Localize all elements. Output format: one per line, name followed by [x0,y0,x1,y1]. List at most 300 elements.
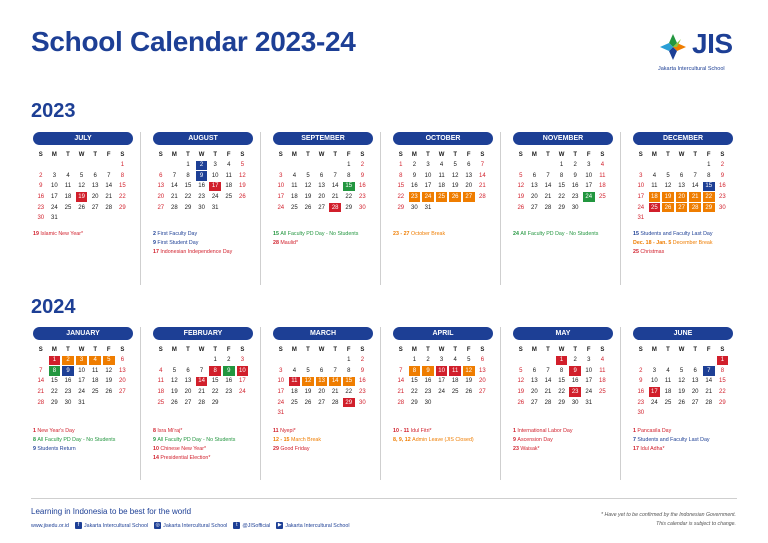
day-cell: 1 [707,162,711,169]
day-cell: 11 [157,378,164,385]
day-cell: 27 [184,399,192,406]
month-june [633,327,733,419]
page-title: School Calendar 2023-24 [31,26,356,57]
day-cell: 9 [360,367,365,374]
day-cell: 25 [436,192,448,201]
day-cell: 26 [239,194,246,201]
note-date: 14 [153,455,161,461]
day-cell: 16 [411,183,418,190]
day-cell: 22 [411,389,418,396]
note-date: 1 [633,428,638,434]
footer-disclaimer [601,511,736,529]
note-text: Students and Faculty Last Day [637,437,710,443]
day-cell: 4 [600,162,605,169]
weekday-label: M [51,346,57,353]
weekday-label: W [438,346,445,353]
note-date: 8, 9, 12 [393,437,413,443]
empty-cell [89,161,101,170]
month-notes [153,427,271,463]
weekday-label: W [558,346,565,353]
weekday-label: T [426,151,430,158]
weekday-label: S [398,151,403,158]
day-cell: 2 [426,357,430,364]
twitter-icon: t [233,522,240,529]
weekday-label: W [438,151,445,158]
note-item [153,427,271,436]
weekday-label: W [78,346,85,353]
month-october [393,132,493,214]
weekday-label: F [466,151,471,158]
facebook-link[interactable] [75,522,148,529]
day-cell: 3 [587,357,591,364]
twitter-link[interactable] [233,522,270,529]
day-cell: 25 [225,194,233,201]
weekday-label: F [586,151,591,158]
day-cell: 16 [359,183,366,190]
empty-cell [649,356,661,365]
day-cell: 17 [649,387,661,396]
day-cell: 14 [196,377,208,386]
day-cell: 16 [37,194,45,201]
note-item [513,427,631,436]
weekday-label: T [573,346,577,353]
day-cell: 30 [719,204,726,211]
day-cell: 9 [360,172,365,179]
day-cell: 21 [544,389,552,396]
day-cell: 10 [277,378,285,385]
day-cell: 29 [184,204,192,211]
day-cell: 21 [331,194,339,201]
note-date: 9 [513,437,518,443]
note-text: Idul Fitri* [410,428,432,434]
day-cell: 9 [639,378,643,385]
day-cell: 20 [119,378,126,385]
weekday-label: T [213,151,217,158]
day-cell: 16 [719,183,726,190]
day-cell: 11 [291,183,298,190]
youtube-icon: ▶ [277,522,282,528]
empty-cell [529,161,541,170]
year-heading-2023: 2023 [31,100,76,122]
day-cell: 2 [360,162,365,169]
month-header: APRIL [393,327,493,340]
day-cell: 9 [39,183,43,190]
note-item [273,445,391,454]
day-cell: 7 [107,172,111,179]
month-january [33,327,133,409]
day-cell: 23 [37,204,45,211]
day-cell: 19 [76,192,88,201]
day-cell: 29 [345,204,353,211]
day-cell: 28 [37,399,45,406]
day-cell: 21 [105,194,113,201]
note-text: Pancasila Day [637,428,672,434]
weekday-label: F [346,151,351,158]
day-cell: 29 [119,204,126,211]
day-cell: 22 [119,194,126,201]
day-cell: 5 [79,172,84,179]
note-item [633,230,751,239]
month-grid [153,150,253,214]
empty-cell [289,356,301,365]
day-cell: 31 [51,215,58,222]
day-cell: 21 [198,389,205,396]
weekday-label: F [706,346,711,353]
empty-cell [676,356,688,365]
day-cell: 26 [465,389,473,396]
weekday-label: W [678,151,685,158]
empty-cell [35,356,47,365]
note-item [393,427,511,436]
day-cell: 10 [424,172,432,179]
day-cell: 2 [639,367,643,374]
month-grid [273,150,373,214]
day-cell: 9 [223,366,235,375]
day-cell: 20 [531,389,538,396]
day-cell: 15 [703,182,715,191]
day-cell: 16 [198,183,205,190]
day-cell: 12 [105,367,113,374]
weekday-label: M [531,151,537,158]
note-item [513,445,631,454]
day-cell: 21 [689,192,701,201]
empty-cell [662,161,674,170]
day-cell: 10 [637,183,645,190]
day-cell: 6 [467,162,471,169]
logo-emblem-icon [658,32,688,62]
day-cell: 11 [289,377,301,386]
weekday-label: S [638,346,643,353]
day-cell: 13 [678,183,685,190]
day-cell: 22 [211,389,219,396]
note-text: Presidential Election* [160,455,211,461]
day-cell: 20 [91,194,99,201]
weekday-label: W [318,151,325,158]
day-cell: 4 [292,367,297,374]
day-cell: 29 [343,398,355,407]
note-date: 25 [633,249,641,255]
month-header: JANUARY [33,327,133,340]
weekday-label: S [38,346,43,353]
day-cell: 8 [707,172,711,179]
day-cell: 19 [678,389,685,396]
note-date: 9 [33,446,38,452]
day-cell: 8 [347,172,351,179]
day-cell: 13 [184,378,192,385]
day-cell: 19 [304,389,312,396]
weekday-label: S [600,151,605,158]
day-cell: 10 [585,172,593,179]
day-cell: 8 [120,172,125,179]
day-cell: 4 [292,172,297,179]
day-cell: 24 [637,204,645,211]
note-item [153,248,271,257]
day-cell: 8 [186,172,190,179]
day-cell: 22 [184,194,192,201]
day-cell: 5 [103,356,115,365]
footer-tagline: Learning in Indonesia to be best for the world [31,507,192,516]
day-cell: 13 [318,183,325,190]
day-cell: 21 [37,389,45,396]
day-cell: 12 [171,378,178,385]
day-cell: 15 [411,378,418,385]
note-date: 24 [513,231,521,237]
day-cell: 17 [637,194,645,201]
empty-cell [155,356,167,365]
day-cell: 3 [279,367,283,374]
day-cell: 13 [531,378,538,385]
day-cell: 5 [306,367,310,374]
weekday-label: M [651,346,657,353]
day-cell: 10 [585,367,593,374]
day-cell: 9 [62,366,74,375]
day-cell: 25 [451,389,459,396]
weekday-label: S [360,346,365,353]
empty-cell [329,356,341,365]
month-grid [33,150,133,224]
day-cell: 6 [159,172,163,179]
day-cell: 23 [359,389,366,396]
day-cell: 13 [479,367,486,374]
day-cell: 6 [679,172,684,179]
weekday-label: T [693,151,697,158]
day-cell: 1 [120,162,125,169]
weekday-label: S [120,151,125,158]
month-header: MAY [513,327,613,340]
empty-cell [103,161,115,170]
column-divider [140,327,141,480]
facebook-label: Jakarta Intercultural School [83,522,149,529]
day-cell: 30 [571,204,579,211]
month-notes [513,230,631,239]
empty-cell [329,161,341,170]
month-grid [393,150,493,214]
day-cell: 7 [546,367,550,374]
note-text: Ascension Day [517,437,553,443]
day-cell: 22 [397,194,405,201]
month-september [273,132,373,214]
day-cell: 4 [666,367,670,374]
day-cell: 26 [304,204,312,211]
day-cell: 31 [211,204,219,211]
instagram-icon: ◎ [155,522,160,528]
note-date: 23 - 27 [393,231,411,237]
day-cell: 19 [517,194,525,201]
weekday-label: S [158,151,163,158]
day-cell: 17 [585,378,593,385]
day-cell: 27 [318,399,325,406]
weekday-label: S [38,151,43,158]
day-cell: 2 [720,162,725,169]
day-cell: 5 [306,172,310,179]
month-may [513,327,613,409]
day-cell: 14 [37,378,45,385]
day-cell: 3 [426,162,430,169]
day-cell: 30 [37,215,45,222]
day-cell: 7 [333,172,337,179]
note-date: 9 [153,240,158,246]
day-cell: 7 [172,172,177,179]
weekday-label: M [171,346,177,353]
empty-cell [515,161,527,170]
weekday-label: T [666,346,670,353]
day-cell: 18 [291,194,298,201]
empty-cell [635,161,647,170]
day-cell: 21 [544,194,552,201]
day-cell: 15 [119,183,126,190]
day-cell: 19 [171,389,178,396]
day-cell: 10 [436,366,448,375]
weekday-label: T [453,346,457,353]
day-cell: 20 [318,194,325,201]
day-cell: 5 [666,172,670,179]
day-cell: 9 [196,171,208,180]
note-date: 7 [633,437,638,443]
weekday-label: T [333,346,337,353]
month-notes [393,427,511,445]
day-cell: 16 [225,378,233,385]
note-date: 10 [153,446,161,452]
note-item [633,427,751,436]
day-cell: 13 [531,183,538,190]
day-cell: 4 [66,172,70,179]
day-cell: 1 [347,162,351,169]
day-cell: 9 [569,366,581,375]
month-notes [153,230,271,257]
day-cell: 22 [703,192,715,201]
day-cell: 17 [424,183,432,190]
weekday-label: T [306,346,310,353]
note-item [633,445,751,454]
day-cell: 13 [691,378,699,385]
day-cell: 16 [637,389,645,396]
day-cell: 29 [558,204,565,211]
day-cell: 21 [479,183,486,190]
month-november [513,132,613,214]
day-cell: 2 [39,172,43,179]
day-cell: 16 [571,183,579,190]
note-date: 19 [33,231,41,237]
day-cell: 14 [171,183,178,190]
day-cell: 20 [157,194,165,201]
day-cell: 8 [347,367,351,374]
note-text: Idul Adha* [640,446,665,452]
day-cell: 9 [573,172,577,179]
website-link[interactable]: www.jisedu.or.id [31,522,69,529]
weekday-label: S [240,346,245,353]
note-item [513,436,631,445]
note-text: Christmas [640,249,665,255]
day-cell: 14 [691,183,699,190]
month-notes [273,230,391,248]
month-grid [393,345,493,409]
youtube-link[interactable] [276,522,349,529]
note-text: All Faculty PD Day - No Students [157,437,236,443]
day-cell: 9 [720,172,725,179]
weekday-label: W [78,151,85,158]
month-august [153,132,253,214]
day-cell: 28 [544,204,552,211]
day-cell: 8 [49,366,61,375]
day-cell: 20 [184,389,192,396]
note-item [33,230,151,239]
day-cell: 1 [399,162,403,169]
day-cell: 24 [583,192,595,201]
month-april [393,327,493,409]
weekday-label: S [278,346,283,353]
day-cell: 27 [463,192,475,201]
month-header: SEPTEMBER [273,132,373,145]
weekday-label: S [158,346,163,353]
instagram-label: Jakarta Intercultural School [163,522,228,529]
empty-cell [49,161,61,170]
weekday-label: T [426,346,430,353]
empty-cell [182,356,194,365]
day-cell: 10 [51,183,58,190]
day-cell: 14 [544,378,552,385]
day-cell: 25 [291,399,298,406]
day-cell: 17 [585,183,593,190]
day-cell: 14 [479,172,486,179]
weekday-label: T [93,346,97,353]
day-cell: 24 [239,389,246,396]
day-cell: 27 [479,389,486,396]
day-cell: 23 [719,194,726,201]
day-cell: 11 [64,183,72,190]
day-cell: 30 [571,399,579,406]
note-date: 8 [153,428,158,434]
day-cell: 1 [49,356,61,365]
day-cell: 11 [599,367,606,374]
weekday-label: S [480,346,485,353]
day-cell: 31 [424,204,432,211]
weekday-label: F [106,346,111,353]
day-cell: 8 [559,367,564,374]
weekday-label: T [546,151,550,158]
column-divider [380,132,381,285]
note-date: 17 [153,249,161,255]
day-cell: 24 [422,192,434,201]
note-date: 1 [33,428,38,434]
day-cell: 7 [480,162,485,169]
note-date: 11 [273,428,281,434]
year-heading-2024: 2024 [31,296,76,318]
weekday-label: W [558,151,565,158]
day-cell: 2 [573,357,577,364]
column-divider [500,132,501,285]
day-cell: 4 [600,357,605,364]
month-header: OCTOBER [393,132,493,145]
day-cell: 7 [199,367,204,374]
day-cell: 16 [359,378,366,385]
day-cell: 10 [651,378,658,385]
day-cell: 15 [343,377,355,386]
day-cell: 12 [78,183,85,190]
month-grid [33,345,133,409]
weekday-label: W [678,346,685,353]
day-cell: 8 [720,367,725,374]
month-grid [153,345,253,409]
day-cell: 5 [240,162,245,169]
column-divider [500,327,501,480]
note-item [273,230,391,239]
day-cell: 14 [397,378,405,385]
day-cell: 11 [225,172,232,179]
day-cell: 31 [277,410,285,417]
day-cell: 12 [517,378,525,385]
weekday-label: T [546,346,550,353]
instagram-link[interactable] [154,522,227,529]
